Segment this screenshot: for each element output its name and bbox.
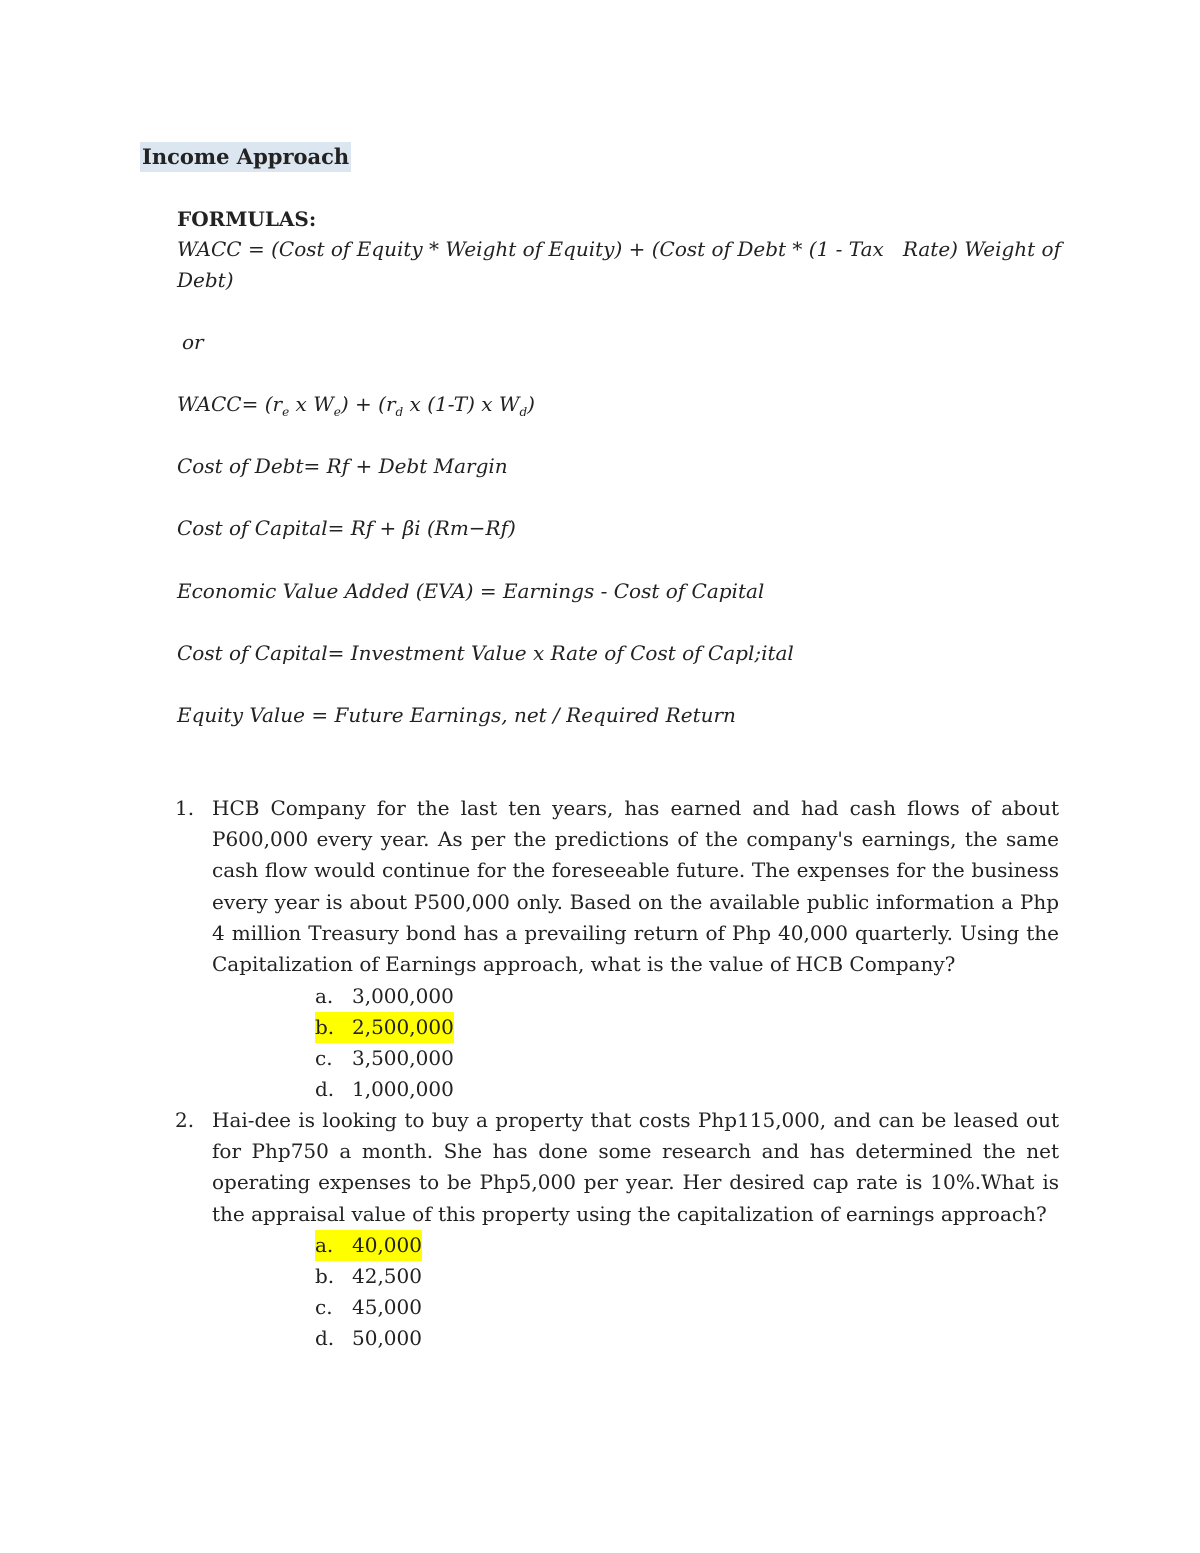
wacc-formula-long	[177, 234, 1061, 296]
question-2	[175, 1105, 1059, 1230]
wacc2-a: WACC= (r	[177, 392, 283, 416]
question-1-options	[315, 981, 454, 1105]
wacc2-b: x W	[289, 392, 334, 416]
wacc2-d: x (1-T) x W	[403, 392, 520, 416]
option-a: a. 3,000,000	[315, 984, 454, 1008]
option-d: d. 50,000	[315, 1326, 422, 1350]
wacc-formula-part1: WACC = (Cost of Equity * Weight of Equity) + (Cost of Debt * (1 - Tax	[177, 237, 884, 261]
question-number: 1.	[175, 796, 195, 820]
cost-of-debt-formula: Cost of Debt= Rf + Debt Margin	[177, 454, 508, 478]
wacc2-sub-d: d	[395, 405, 404, 419]
question-number: 2.	[175, 1108, 195, 1132]
option-c: c. 3,500,000	[315, 1046, 454, 1070]
question-text: Hai-dee is looking to buy a property that costs Php115,000, and can be leased out for Php750 a month. She has done some research and has determined the net operating expenses to be Php5,000 per year. Her desired cap rate is 10%.What is the appraisal value of this property using the capitalization of earnings approach?	[212, 1108, 1059, 1226]
or-text: or	[182, 330, 204, 354]
option-c: c. 45,000	[315, 1295, 422, 1319]
wacc-formula-part3: Debt)	[177, 268, 234, 292]
wacc2-e: )	[527, 392, 535, 416]
equity-value-formula: Equity Value = Future Earnings, net / Required Return	[177, 703, 736, 727]
question-text: HCB Company for the last ten years, has earned and had cash flows of about P600,000 every year. As per the predictions of the company's earnings, the same cash flow would continue for the foreseeable future. The expenses for the business every year is about P500,000 only. Based on the available public information a Php 4 million Treasury bond has a prevailing return of Php 40,000 quarterly. Using the Capitalization of Earnings approach, what is the value of HCB Company?	[212, 796, 1059, 977]
wacc-formula-short	[177, 389, 535, 428]
wacc-formula-part2: Rate) Weight of	[902, 237, 1061, 261]
cost-of-capital-capm-formula: Cost of Capital= Rf + βi (Rm−Rf)	[177, 516, 516, 540]
option-b: b. 42,500	[315, 1264, 422, 1288]
question-1	[175, 793, 1059, 980]
option-b-highlighted: b. 2,500,000	[315, 1012, 454, 1043]
wacc2-sub-e: e	[282, 405, 290, 419]
page-title: Income Approach	[140, 142, 351, 172]
option-d: d. 1,000,000	[315, 1077, 454, 1101]
eva-formula: Economic Value Added (EVA) = Earnings - Cost of Capital	[177, 579, 765, 603]
option-a-highlighted: a. 40,000	[315, 1230, 422, 1261]
wacc2-c: ) + (r	[340, 392, 396, 416]
cost-of-capital-investment-formula: Cost of Capital= Investment Value x Rate of Cost of Capl;ital	[177, 641, 794, 665]
question-2-options	[315, 1230, 422, 1354]
formulas-heading: FORMULAS:	[177, 207, 317, 231]
wacc2-sub-e2: e	[333, 405, 341, 419]
wacc2-sub-d2: d	[519, 405, 528, 419]
